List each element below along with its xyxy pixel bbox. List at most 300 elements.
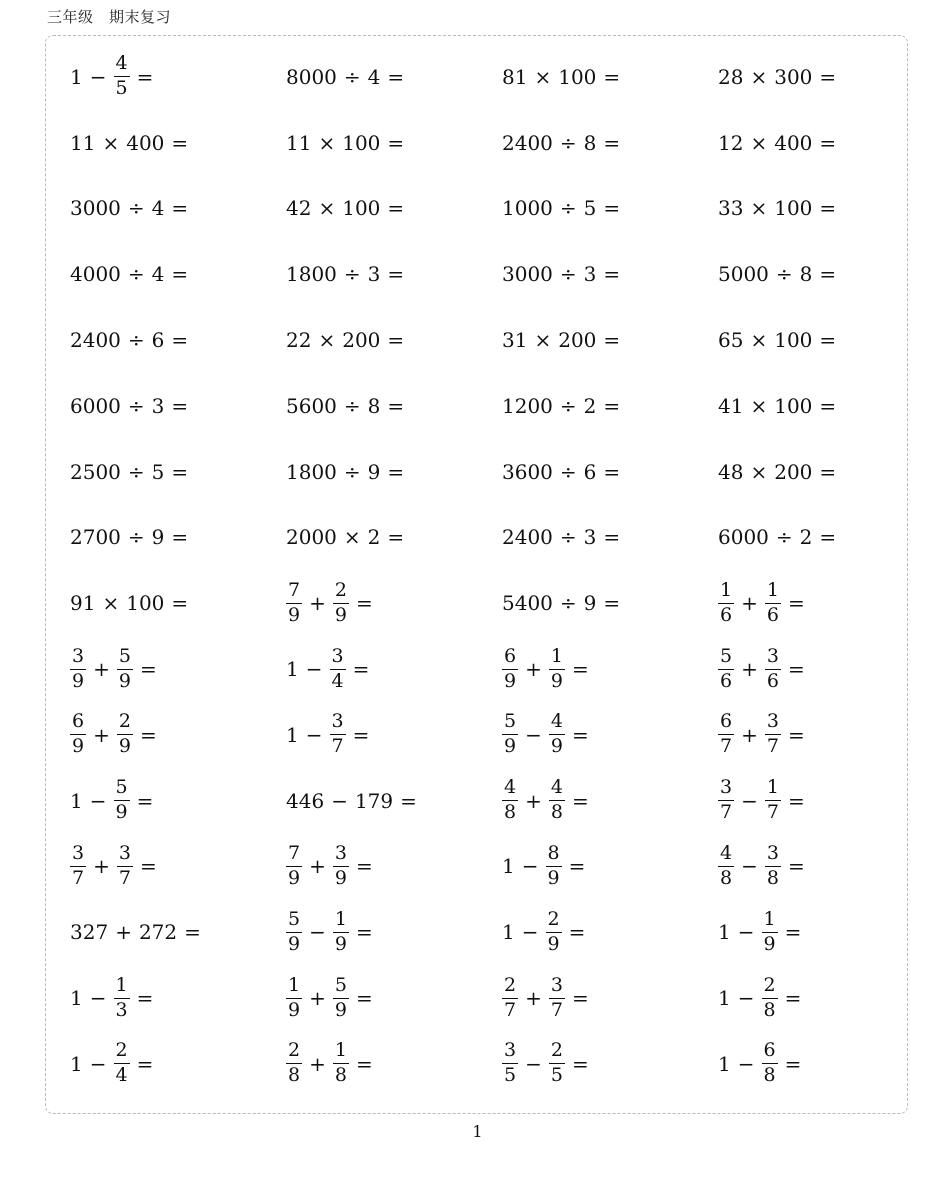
operator: + (309, 591, 326, 616)
fraction-numerator: 3 (330, 647, 346, 670)
number: 1000 (502, 196, 553, 221)
operator: = (571, 657, 589, 682)
fraction-numerator: 2 (502, 976, 518, 999)
number: 8000 (286, 64, 337, 89)
fraction-denominator: 9 (334, 998, 347, 1021)
number: 2700 (70, 525, 121, 550)
problem-item (70, 834, 286, 900)
fraction-denominator: 9 (288, 932, 301, 955)
fraction-numerator: 5 (117, 647, 133, 670)
fraction-numerator: 5 (333, 976, 349, 999)
problem-item (718, 1031, 934, 1097)
number: 1 (70, 1051, 83, 1076)
problem-item (718, 768, 934, 834)
number: 41 (718, 393, 744, 418)
fraction-denominator: 7 (331, 735, 344, 758)
problem-item (718, 307, 934, 373)
number: 3 (367, 262, 381, 287)
operator: = (819, 328, 837, 353)
operator: ÷ (559, 196, 577, 221)
fraction-numerator: 5 (114, 778, 130, 801)
problem-item (718, 570, 934, 636)
fraction-denominator: 9 (763, 932, 776, 955)
problem-item (502, 439, 718, 505)
operator: × (102, 130, 120, 155)
fraction-numerator: 3 (765, 647, 781, 670)
operator: = (139, 722, 157, 747)
fraction-numerator: 7 (286, 844, 302, 867)
fraction (286, 1041, 302, 1086)
number: 8 (799, 262, 813, 287)
operator: = (355, 1051, 373, 1076)
operator: = (819, 196, 837, 221)
fraction (333, 844, 349, 889)
number: 5600 (286, 393, 337, 418)
problem-item (286, 373, 502, 439)
fraction-numerator: 3 (765, 844, 781, 867)
operator: = (355, 920, 373, 945)
operator: = (787, 788, 805, 813)
problem-item (502, 110, 718, 176)
fraction (330, 644, 346, 692)
problem-item (286, 505, 502, 571)
operator: − (89, 788, 107, 813)
problem-item (718, 505, 934, 571)
operator: × (750, 328, 768, 353)
fraction-numerator: 3 (330, 712, 346, 735)
fraction-numerator: 2 (333, 581, 349, 604)
operator: ÷ (343, 262, 361, 287)
problem-item (502, 241, 718, 307)
operator: − (305, 722, 323, 747)
problem-item (286, 241, 502, 307)
operator: = (136, 788, 154, 813)
operator: ÷ (775, 262, 793, 287)
problem-item (286, 110, 502, 176)
number: 12 (718, 130, 744, 155)
problem-item (286, 1031, 502, 1097)
fraction-denominator: 7 (118, 866, 131, 889)
problem-item (502, 373, 718, 439)
number: 200 (558, 328, 597, 353)
operator: = (603, 459, 621, 484)
fraction-numerator: 1 (286, 976, 302, 999)
operator: × (750, 130, 768, 155)
operator: = (603, 262, 621, 287)
fraction (114, 778, 130, 823)
operator: = (352, 657, 370, 682)
problem-item (718, 636, 934, 702)
operator: + (525, 986, 542, 1011)
fraction-denominator: 4 (331, 669, 344, 692)
number: 9 (151, 525, 165, 550)
operator: + (525, 657, 542, 682)
problem-item (286, 44, 502, 110)
operator: = (603, 130, 621, 155)
fraction (333, 907, 349, 955)
fraction-denominator: 7 (766, 735, 779, 758)
fraction-denominator: 9 (550, 669, 563, 692)
problem-item (502, 965, 718, 1031)
operator: = (387, 525, 405, 550)
problem-item (70, 702, 286, 768)
number: 100 (774, 328, 813, 353)
problem-item (502, 899, 718, 965)
problem-item (502, 505, 718, 571)
fraction-denominator: 9 (118, 735, 131, 758)
number: 2 (799, 525, 813, 550)
operator: = (787, 854, 805, 879)
number: 446 (286, 788, 325, 813)
fraction-numerator: 1 (765, 581, 781, 604)
operator: = (603, 196, 621, 221)
fraction-numerator: 3 (117, 844, 133, 867)
operator: = (355, 591, 373, 616)
operator: = (387, 196, 405, 221)
problem-item (70, 44, 286, 110)
fraction-denominator: 9 (547, 932, 560, 955)
number: 5000 (718, 262, 769, 287)
problem-item (70, 505, 286, 571)
fraction (762, 973, 778, 1021)
fraction-denominator: 9 (334, 603, 347, 626)
fraction-numerator: 2 (546, 910, 562, 933)
fraction-numerator: 3 (333, 844, 349, 867)
number: 2400 (502, 525, 553, 550)
fraction-denominator: 7 (72, 866, 85, 889)
operator: + (115, 920, 132, 945)
operator: ÷ (127, 459, 145, 484)
fraction-numerator: 1 (114, 976, 130, 999)
operator: = (787, 591, 805, 616)
number: 42 (286, 196, 312, 221)
operator: − (525, 722, 542, 747)
fraction (549, 712, 565, 757)
problem-item (70, 965, 286, 1031)
problem-item (502, 44, 718, 110)
fraction-numerator: 1 (333, 1041, 349, 1064)
operator: = (387, 328, 405, 353)
number: 400 (126, 130, 165, 155)
fraction-denominator: 8 (763, 998, 776, 1021)
number: 1 (70, 788, 83, 813)
operator: = (819, 262, 837, 287)
operator: = (568, 920, 586, 945)
fraction-denominator: 9 (115, 801, 128, 824)
fraction (502, 644, 518, 692)
fraction-denominator: 9 (288, 866, 301, 889)
operator: = (784, 1051, 802, 1076)
fraction-numerator: 6 (502, 647, 518, 670)
number: 1 (70, 64, 83, 89)
operator: ÷ (127, 393, 145, 418)
operator: = (171, 196, 189, 221)
operator: − (737, 1051, 755, 1076)
operator: = (819, 459, 837, 484)
number: 6 (583, 459, 597, 484)
operator: − (737, 986, 755, 1011)
fraction-numerator: 5 (286, 910, 302, 933)
problem-item (718, 241, 934, 307)
problem-item (286, 768, 502, 834)
fraction-denominator: 5 (115, 77, 128, 100)
fraction-numerator: 5 (502, 712, 518, 735)
fraction (718, 844, 734, 889)
fraction-denominator: 8 (550, 801, 563, 824)
fraction-denominator: 7 (720, 801, 733, 824)
operator: = (171, 393, 189, 418)
fraction (718, 578, 734, 626)
number: 22 (286, 328, 312, 353)
page-number: 1 (472, 1122, 483, 1141)
problem-item (70, 110, 286, 176)
fraction-numerator: 4 (502, 778, 518, 801)
fraction-numerator: 6 (70, 712, 86, 735)
number: 2400 (70, 328, 121, 353)
number: 3600 (502, 459, 553, 484)
number: 4 (151, 262, 165, 287)
worksheet-box (45, 35, 908, 1114)
problem-item (502, 834, 718, 900)
fraction (70, 844, 86, 889)
problem-item (718, 439, 934, 505)
fraction (114, 1041, 130, 1086)
operator: − (331, 788, 348, 813)
fraction (117, 712, 133, 757)
fraction-numerator: 4 (718, 844, 734, 867)
fraction (502, 778, 518, 823)
fraction-numerator: 1 (762, 910, 778, 933)
number: 272 (138, 920, 178, 945)
fraction-denominator: 9 (334, 932, 347, 955)
operator: = (387, 262, 405, 287)
operator: = (171, 262, 189, 287)
fraction-numerator: 4 (114, 54, 130, 77)
operator: = (171, 525, 189, 550)
fraction (117, 644, 133, 692)
operator: = (136, 1051, 154, 1076)
fraction-denominator: 9 (288, 603, 301, 626)
operator: = (603, 525, 621, 550)
fraction-denominator: 5 (550, 1064, 563, 1087)
number: 4000 (70, 262, 121, 287)
number: 6000 (70, 393, 121, 418)
operator: = (171, 328, 189, 353)
number: 6 (151, 328, 165, 353)
problem-item (70, 768, 286, 834)
operator: × (318, 130, 336, 155)
number: 200 (774, 459, 813, 484)
number: 2400 (502, 130, 553, 155)
fraction (718, 712, 734, 757)
operator: = (819, 64, 837, 89)
operator: = (819, 393, 837, 418)
fraction-denominator: 9 (504, 669, 517, 692)
fraction-denominator: 9 (334, 866, 347, 889)
operator: × (102, 591, 120, 616)
fraction-numerator: 2 (286, 1041, 302, 1064)
problem-item (718, 899, 934, 965)
operator: = (784, 920, 802, 945)
fraction (333, 578, 349, 626)
number: 3000 (502, 262, 553, 287)
operator: − (89, 64, 107, 89)
fraction (286, 973, 302, 1021)
number: 33 (718, 196, 744, 221)
operator: × (750, 393, 768, 418)
operator: = (571, 788, 589, 813)
fraction-numerator: 1 (718, 581, 734, 604)
problem-item (286, 834, 502, 900)
problem-item (70, 636, 286, 702)
problem-item (502, 570, 718, 636)
number: 8 (367, 393, 381, 418)
fraction (549, 1041, 565, 1086)
fraction-numerator: 5 (718, 647, 734, 670)
problem-item (70, 307, 286, 373)
operator: = (571, 1051, 589, 1076)
fraction-denominator: 7 (766, 801, 779, 824)
fraction (546, 907, 562, 955)
number: 3 (583, 262, 597, 287)
operator: = (571, 722, 589, 747)
fraction-denominator: 5 (504, 1064, 517, 1087)
problem-item (502, 307, 718, 373)
number: 9 (583, 591, 597, 616)
operator: × (534, 64, 552, 89)
problem-item (70, 373, 286, 439)
fraction-denominator: 7 (550, 998, 563, 1021)
operator: × (750, 459, 768, 484)
problem-item (286, 636, 502, 702)
number: 400 (774, 130, 813, 155)
operator: − (305, 657, 323, 682)
fraction-numerator: 3 (718, 778, 734, 801)
number: 2500 (70, 459, 121, 484)
fraction-denominator: 6 (766, 603, 779, 626)
number: 8 (583, 130, 597, 155)
operator: = (184, 920, 201, 945)
fraction (765, 712, 781, 757)
fraction-denominator: 8 (763, 1064, 776, 1087)
operator: = (139, 657, 157, 682)
fraction (765, 778, 781, 823)
problem-item (718, 965, 934, 1031)
fraction-denominator: 8 (720, 866, 733, 889)
number: 2 (367, 525, 381, 550)
operator: ÷ (559, 525, 577, 550)
operator: = (400, 788, 417, 813)
operator: − (741, 854, 758, 879)
fraction (70, 644, 86, 692)
operator: ÷ (343, 393, 361, 418)
number: 6000 (718, 525, 769, 550)
operator: = (352, 722, 370, 747)
number: 100 (342, 196, 381, 221)
fraction (765, 844, 781, 889)
operator: = (568, 854, 586, 879)
operator: + (741, 657, 758, 682)
operator: ÷ (559, 591, 577, 616)
fraction (765, 578, 781, 626)
operator: × (534, 328, 552, 353)
operator: = (571, 986, 589, 1011)
fraction-numerator: 3 (70, 844, 86, 867)
fraction (718, 778, 734, 823)
operator: × (750, 64, 768, 89)
problem-item (286, 307, 502, 373)
number: 1200 (502, 393, 553, 418)
problem-item (718, 702, 934, 768)
operator: ÷ (127, 328, 145, 353)
problem-item (286, 965, 502, 1031)
fraction (502, 1041, 518, 1086)
operator: = (355, 986, 373, 1011)
operator: × (318, 328, 336, 353)
number: 91 (70, 591, 96, 616)
number: 11 (286, 130, 312, 155)
problem-item (70, 439, 286, 505)
fraction-denominator: 8 (766, 866, 779, 889)
fraction (333, 973, 349, 1021)
operator: = (603, 591, 621, 616)
operator: = (171, 459, 189, 484)
fraction-numerator: 3 (765, 712, 781, 735)
number: 2 (583, 393, 597, 418)
number: 9 (367, 459, 381, 484)
number: 2000 (286, 525, 337, 550)
page-header: 三年级 期末复习 (47, 8, 172, 26)
number: 1 (502, 854, 515, 879)
operator: ÷ (127, 196, 145, 221)
operator: + (309, 854, 326, 879)
number: 3000 (70, 196, 121, 221)
fraction-numerator: 4 (549, 778, 565, 801)
fraction (549, 778, 565, 823)
problem-item (286, 702, 502, 768)
operator: ÷ (559, 459, 577, 484)
fraction (765, 644, 781, 692)
fraction-denominator: 6 (766, 669, 779, 692)
problem-item (286, 439, 502, 505)
operator: = (387, 64, 405, 89)
fraction-numerator: 2 (114, 1041, 130, 1064)
problem-item (502, 636, 718, 702)
operator: + (741, 591, 758, 616)
operator: × (318, 196, 336, 221)
operator: = (387, 130, 405, 155)
number: 1 (286, 722, 299, 747)
operator: = (819, 525, 837, 550)
fraction-denominator: 9 (504, 735, 517, 758)
number: 48 (718, 459, 744, 484)
number: 1800 (286, 459, 337, 484)
operator: × (343, 525, 361, 550)
operator: = (355, 854, 373, 879)
operator: = (136, 986, 154, 1011)
operator: ÷ (559, 262, 577, 287)
operator: − (737, 920, 755, 945)
fraction (549, 644, 565, 692)
fraction-denominator: 8 (504, 801, 517, 824)
problem-item (502, 768, 718, 834)
fraction-numerator: 3 (549, 976, 565, 999)
problem-item (502, 176, 718, 242)
fraction (333, 1041, 349, 1086)
number: 300 (774, 64, 813, 89)
operator: = (139, 854, 157, 879)
operator: + (525, 788, 542, 813)
